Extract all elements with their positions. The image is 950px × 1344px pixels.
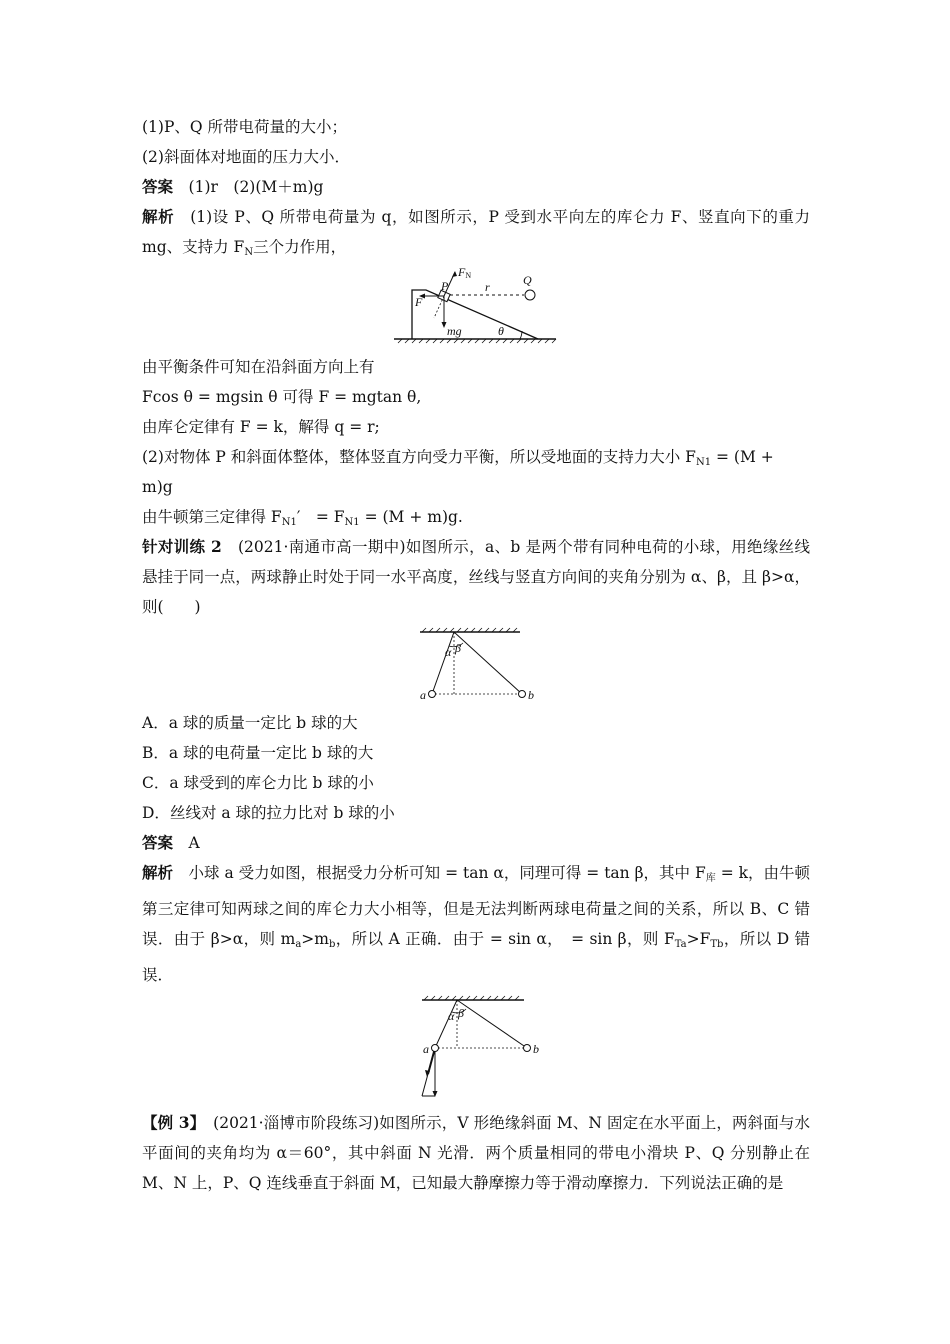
practice-stem: (2021·南通市高一期中)如图所示，a、b 是两个带有同种电荷的小球，用绝缘丝线悬挂于同一点，两球静止时处于同一水平高度，丝线与竖直方向间的夹角分别为 α、β，且 β>α，则( ) xyxy=(142,538,810,616)
ball-b xyxy=(519,691,526,698)
equation-line-2: 由库仑定律有 F = k，解得 q = r; xyxy=(142,418,380,436)
label-q: Q xyxy=(523,273,532,287)
practice-label: 针对训练 2 xyxy=(142,537,222,556)
ball-a-2 xyxy=(432,1045,439,1052)
example-label: 【例 3】 xyxy=(142,1113,198,1132)
label-alpha-2: α xyxy=(448,1009,455,1023)
string-a xyxy=(432,632,454,694)
label-mg: mg xyxy=(447,324,462,338)
example-text: (2021·淄博市阶段练习)如图所示，V 形绝缘斜面 M、N 固定在水平面上，两斜面与水平面间的夹角均为 α＝60°，其中斜面 N 光滑．两个质量相同的带电小滑块 P、Q 分别静止在 M、N 上，P、Q 连线垂直于斜面 M，已知最大静摩擦力等于滑动摩擦力．下列说法正确的是 xyxy=(142,1114,810,1192)
part-2-analysis: (2)对物体 P 和斜面体整体，整体竖直方向受力平衡，所以受地面的支持力大小 $F_{N1} = (M$ + xyxy=(142,448,774,468)
label-a-2: a xyxy=(423,1042,429,1056)
question-part-1: (1)P、Q 所带电荷量的大小； xyxy=(142,118,348,136)
ball-q xyxy=(525,290,535,300)
answer-text-2: A xyxy=(188,834,200,852)
option-d[interactable]: D．丝线对 a 球的拉力比对 b 球的小 xyxy=(142,804,395,822)
practice-question-2 xyxy=(142,532,810,622)
label-beta-2: β xyxy=(458,1006,464,1020)
force-analysis-diagram xyxy=(142,990,810,1108)
equation-line-1: Fcos θ = mgsin θ 可得 F = mgtan θ, xyxy=(142,388,422,406)
analysis-paragraph xyxy=(142,202,810,268)
document-page xyxy=(142,112,810,1198)
label-theta: θ xyxy=(498,324,504,338)
incline-diagram xyxy=(142,268,810,352)
analysis-text: (1)设 P、Q 所带电荷量为 q，如图所示，P 受到水平向左的库仑力 F、竖直向下的重力 mg、支持力 F xyxy=(142,208,810,256)
analysis-label: 解析 xyxy=(142,207,175,226)
force-analysis-figure xyxy=(142,990,810,1108)
suspended-balls-diagram xyxy=(142,622,810,708)
subscript-n: N xyxy=(244,247,254,258)
option-a[interactable]: A．a 球的质量一定比 b 球的大 xyxy=(142,714,358,732)
option-b[interactable]: B．a 球的电荷量一定比 b 球的大 xyxy=(142,744,374,762)
analysis-text-end: 三个力作用， xyxy=(253,238,347,256)
answer-line xyxy=(142,172,810,202)
ball-b-2 xyxy=(524,1045,531,1052)
answer-label-2: 答案 xyxy=(142,833,174,852)
answer-line-2 xyxy=(142,828,810,858)
suspended-balls-figure xyxy=(142,622,810,708)
label-alpha: α xyxy=(445,645,452,659)
options-list xyxy=(142,708,810,828)
label-a: a xyxy=(420,688,426,702)
answer-label: 答案 xyxy=(142,177,174,196)
label-f: F xyxy=(415,295,423,309)
part-2-analysis-cont: m)g xyxy=(142,478,173,496)
example-3-paragraph xyxy=(142,1108,810,1198)
incline-figure xyxy=(142,268,810,352)
label-fn: FN xyxy=(458,268,472,280)
label-beta: β xyxy=(455,641,461,655)
incline-wedge xyxy=(412,290,538,339)
label-b-2: b xyxy=(533,1042,539,1056)
question-part-2: (2)斜面体对地面的压力大小． xyxy=(142,148,350,166)
label-b: b xyxy=(528,688,534,702)
string-b xyxy=(454,632,522,694)
ball-a xyxy=(429,691,436,698)
label-r: r xyxy=(485,280,490,294)
analysis-paragraph-2: 解析 小球 a 受力如图，根据受力分析可知 = tan α，同理可得 = tan β，其中 $F_库 = k$，由牛顿第三定律可知两球之间的库仑力大小相等，但是无法判断两球电荷量之间的关系，所以 B、C 错误．由于 β>α，则 $m_a>m_b$，所以 A 正确．由于 = sin α， = sin β，则 $F_{Ta}>F_{Tb}$，所以 D 错误． xyxy=(142,863,811,984)
label-p: P xyxy=(441,279,449,293)
analysis-label-2: 解析 xyxy=(142,863,174,882)
newton-third-law-line: 由牛顿第三定律得 $F_{N1}'$ = $F_{N1} = (M + m)g$. xyxy=(142,508,463,528)
equilibrium-line: 由平衡条件可知在沿斜面方向上有 xyxy=(142,358,375,376)
option-c[interactable]: C．a 球受到的库仑力比 b 球的小 xyxy=(142,774,374,792)
answer-text: (1)r (2)(M＋m)g xyxy=(188,178,324,196)
